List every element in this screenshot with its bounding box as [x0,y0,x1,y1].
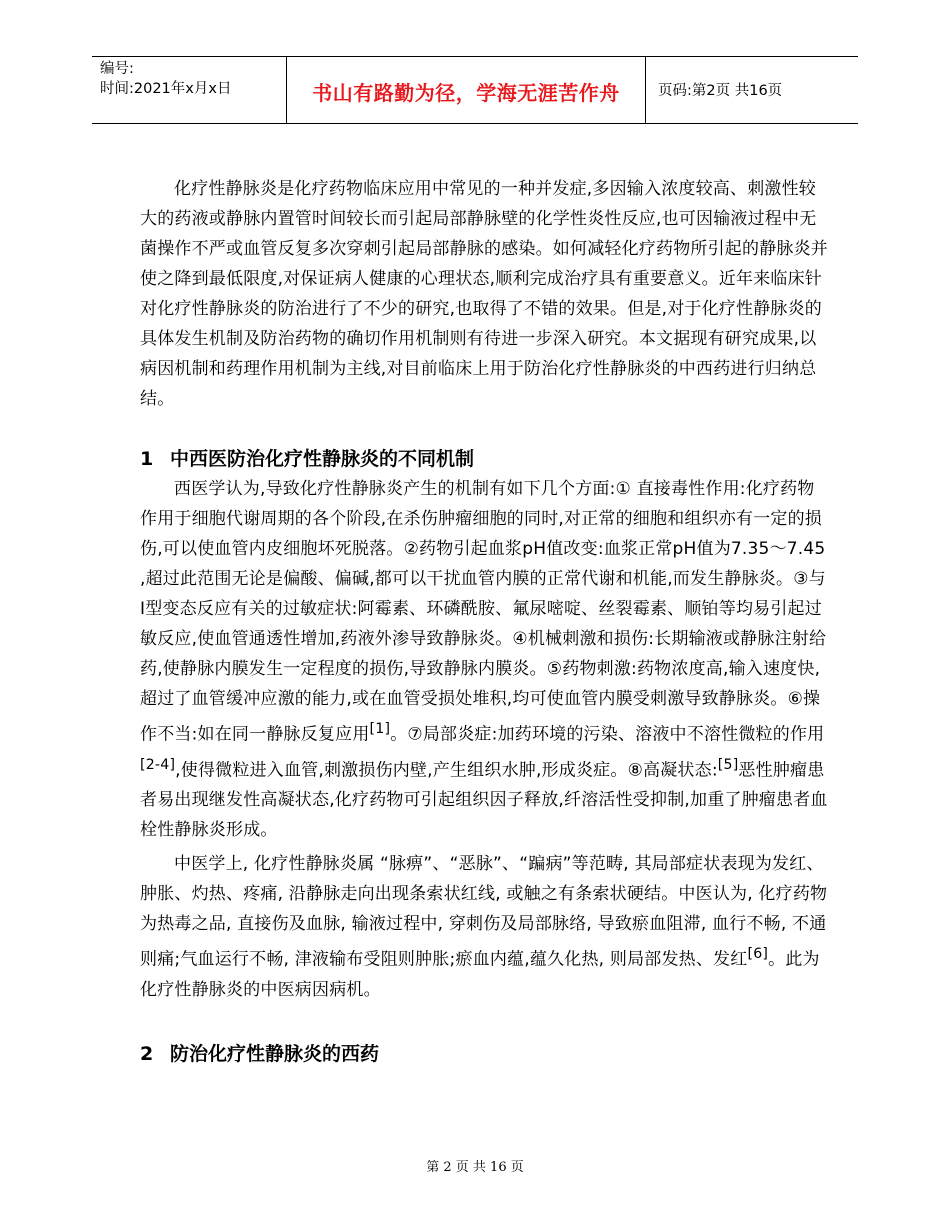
citation: [2-4] [140,756,176,773]
paragraph-text: 。此为化疗性静脉炎的中医病因病机。 [140,949,820,1000]
citation: [6] [747,946,769,963]
citation: [5] [717,756,739,773]
page-header [92,56,858,124]
section-number: 2 [140,1042,154,1065]
document-date: 时间:2021年x月x日 [100,81,232,97]
document-body [140,174,830,1069]
section-2-heading [140,1039,830,1069]
paragraph-text: 西医学认为,导致化疗性静脉炎产生的机制有如下几个方面:① 直接毒性作用:化疗药物作用于细胞代谢周期的各个阶段,在杀伤肿瘤细胞的同时,对正常的细胞和组织亦有一定的损伤,可以使血管内皮细胞坏死脱落。②药物引起血浆pH值改变:血浆正常pH值为7.35～7.45 ,超过此范围无论是偏酸、偏碱,都可以干扰血管内膜的正常代谢和机能,而发生静脉炎。③与Ⅰ型变态反应有关的过敏症状:阿霉素、环磷酰胺、氟尿嘧啶、丝裂霉素、顺铂等均易引起过敏反应,使血管通透性增加,药液外渗导致静脉炎。④机械刺激和损伤:长期输液或静脉注射给药,使静脉内膜发生一定程度的损伤,导致静脉内膜炎。⑤药物刺激:药物浓度高,输入速度快,超过了血管缓冲应激的能力,或在血管受损处堆积,均可使血管内膜受刺激导致静脉炎。⑥操作不当:如在同一静脉反复应用 [140,479,827,745]
section-title: 防治化疗性静脉炎的西药 [170,1042,380,1065]
document-code-label: 编号: [100,61,134,77]
section-1-heading [140,444,830,474]
page-footer: 第 2 页 共 16 页 [426,1160,524,1175]
header-divider [645,57,646,123]
section-title: 中西医防治化疗性静脉炎的不同机制 [170,448,475,470]
header-motto: 书山有路勤为径，学海无涯苦作舟 [312,81,620,105]
tcm-paragraph [140,849,830,1005]
paragraph-text: ,使得微粒进入血管,刺激损伤内壁,产生组织水肿,形成炎症。⑧高凝状态: [175,760,718,781]
intro-paragraph: 化疗性静脉炎是化疗药物临床应用中常见的一种并发症,多因输入浓度较高、刺激性较大的药液或静脉内置管时间较长而引起局部静脉壁的化学性炎性反应,也可因输液过程中无菌操作不严或血管反复多次穿刺引起局部静脉的感染。如何减轻化疗药物所引起的静脉炎并使之降到最低限度,对保证病人健康的心理状态,顺利完成治疗具有重要意义。近年来临床针对化疗性静脉炎的防治进行了不少的研究,也取得了不错的效果。但是,对于化疗性静脉炎的具体发生机制及防治药物的确切作用机制则有待进一步深入研究。本文据现有研究成果,以病因机制和药理作用机制为主线,对目前临床上用于防治化疗性静脉炎的中西药进行归纳总结。 [140,179,828,409]
citation: [1] [369,721,391,737]
paragraph-text: 中医学上, 化疗性静脉炎属 “脉痹”、“恶脉”、“蹁病”等范畴, 其局部症状表现为发红、肿胀、灼热、疼痛, 沿静脉走向出现条索状红线, 或触之有条索状硬结。中医认为, 化疗药物为热毒之品, 直接伤及血脉, 输液过程中, 穿刺伤及局部脉络, 导致瘀血阻滞, 血行不畅, 不通则痛;气血运行不畅, 津液输布受阻则肿胀;瘀血内蕴,蕴久化热, 则局部发热、发红 [140,854,828,970]
section-number: 1 [140,448,154,470]
western-medicine-paragraph [140,474,830,845]
header-page-info: 页码:第2页 共16页 [658,83,783,99]
paragraph-text: 。⑦局部炎症:加药环境的污染、溶液中不溶性微粒的作用 [390,724,825,745]
paragraph-text: 恶性肿瘤患者易出现继发性高凝状态,化疗药物可引起组织因子释放,纤溶活性受抑制,加重了肿瘤患者血栓性静脉炎形成。 [140,760,828,841]
header-left [100,59,231,99]
